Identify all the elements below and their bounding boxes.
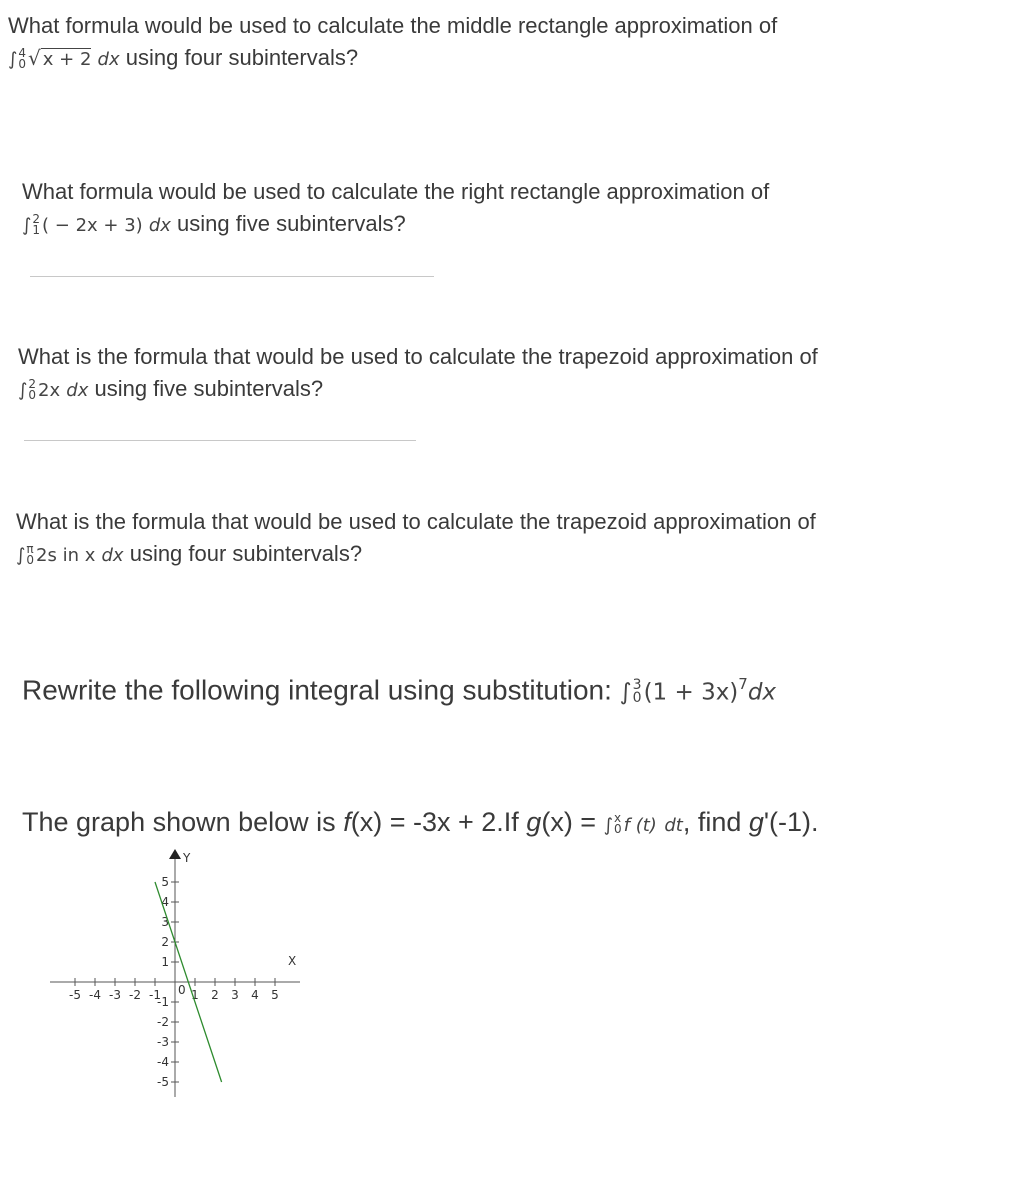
- answer-line-3[interactable]: [24, 440, 416, 441]
- y-tick-label: -5: [157, 1075, 169, 1089]
- question-2-text: What formula would be used to calculate the right rectangle approximation of: [22, 179, 770, 204]
- x-tick-label: -5: [69, 988, 81, 1002]
- y-tick-label: 3: [161, 915, 169, 929]
- radical-icon: √: [28, 46, 41, 70]
- x-tick-label: 2: [211, 988, 219, 1002]
- question-4-text: What is the formula that would be used to calculate the trapezoid approximation of: [16, 509, 816, 534]
- y-axis-label: Y: [183, 851, 191, 865]
- x-tick-label: 3: [231, 988, 239, 1002]
- x-tick-label: 1: [191, 988, 199, 1002]
- integral-limits: 4 0: [18, 46, 27, 72]
- x-tick-label: -1: [149, 988, 161, 1002]
- question-1-expression: ∫ 4 0 √ x + 2 dx using four subintervals?: [8, 45, 359, 72]
- y-axis-arrow-icon: [169, 849, 181, 859]
- x-tick-label: -4: [89, 988, 101, 1002]
- function-graph: [40, 845, 310, 1100]
- question-2: [22, 176, 769, 242]
- question-4: [16, 506, 816, 572]
- y-tick-label: 1: [161, 955, 169, 969]
- question-4-expression: ∫ π 0 2s in x dx using four subintervals?: [16, 541, 363, 568]
- x-tick-label: 4: [251, 988, 259, 1002]
- y-tick-label: 5: [161, 875, 169, 889]
- y-tick-label: -3: [157, 1035, 169, 1049]
- y-tick-label: -2: [157, 1015, 169, 1029]
- question-1-text: What formula would be used to calculate the middle rectangle approximation of: [8, 13, 778, 38]
- x-tick-label: 5: [271, 988, 279, 1002]
- question-2-expression: ∫ 2 1 ( − 2x + 3) dx using five subintervals?: [22, 211, 406, 238]
- origin-label: 0: [178, 983, 186, 997]
- question-3-text: What is the formula that would be used to calculate the trapezoid approximation of: [18, 344, 818, 369]
- graph-question: The graph shown below is f(x) = -3x + 2.If g(x) = ∫ x 0 f (t) dt, find g'(-1).: [22, 807, 819, 837]
- question-1: [8, 10, 777, 76]
- answer-line-2[interactable]: [30, 276, 434, 277]
- y-tick-label: -4: [157, 1055, 169, 1069]
- question-3: [18, 341, 818, 407]
- x-axis-label: X: [288, 954, 297, 968]
- x-tick-label: -3: [109, 988, 121, 1002]
- y-tick-label: -1: [157, 995, 169, 1009]
- y-tick-label: 2: [161, 935, 169, 949]
- y-tick-label: 4: [161, 895, 169, 909]
- substitution-question: Rewrite the following integral using substitution: ∫ 3 0 $(1 + 3x)^7dx$: [22, 674, 777, 706]
- question-3-expression: ∫ 2 0 2x dx using five subintervals?: [18, 376, 324, 403]
- x-tick-label: -2: [129, 988, 141, 1002]
